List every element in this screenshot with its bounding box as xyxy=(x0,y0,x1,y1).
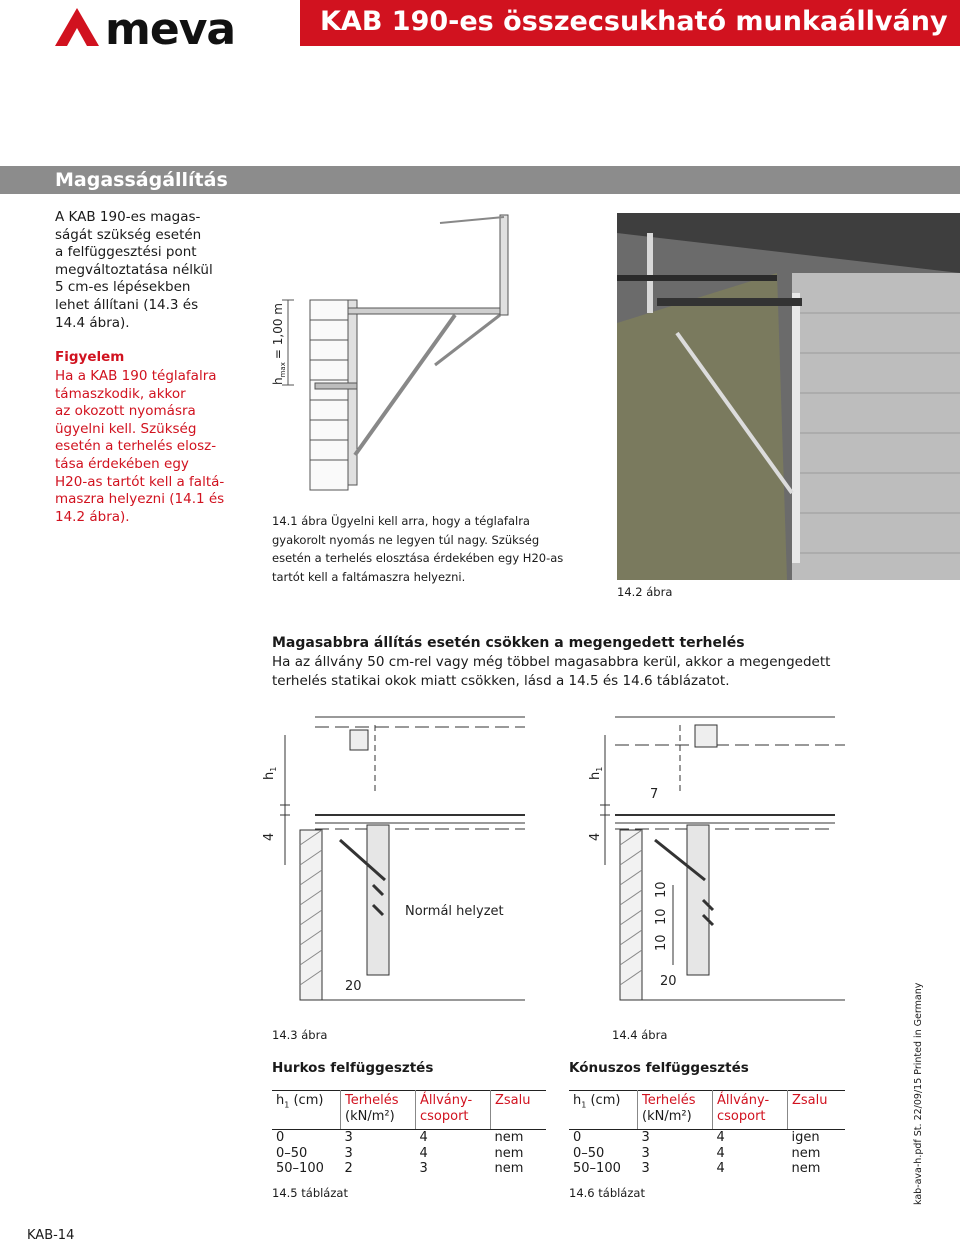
intro-line: 5 cm-es lépésekben xyxy=(55,279,191,296)
meva-logo xyxy=(55,6,270,48)
dim-4-right: 4 xyxy=(588,832,603,841)
logo-wordmark: meva xyxy=(105,6,236,48)
table-row: 0–50 3 4 nem xyxy=(276,1145,524,1161)
warning-line: ügyelni kell. Szükség xyxy=(55,420,197,437)
intro-line: a felfüggesztési pont xyxy=(55,244,197,261)
dim-4-left: 4 xyxy=(262,832,277,841)
normal-position-label: Normál helyzet xyxy=(405,904,504,919)
intro-line: megváltoztatása nélkül xyxy=(55,261,213,278)
header-h1: $h_1$ (cm) xyxy=(569,1091,638,1130)
figure-14-3-14-4-drawings xyxy=(255,705,855,1023)
page-title: KAB 190-es összecsukható munkaállvány xyxy=(320,6,948,37)
dim-20-left: 20 xyxy=(345,979,362,994)
intro-line: A KAB 190-es magas- xyxy=(55,209,201,225)
figure-14-2-photo xyxy=(617,213,960,580)
raise-line: terhelés statikai okok miatt csökken, lásd a 14.5 és 14.6 táblázatot. xyxy=(272,672,730,689)
section-title: Magasságállítás xyxy=(55,169,228,191)
warning-line: maszra helyezni (14.1 és xyxy=(55,491,225,508)
figure-14-2-caption: 14.2 ábra xyxy=(617,585,673,599)
intro-line: lehet állítani (14.3 és xyxy=(55,296,199,313)
table-14-5-title: Hurkos felfüggesztés xyxy=(272,1060,434,1076)
table-header-row xyxy=(569,1091,845,1130)
header-group: Állvány- csoport xyxy=(713,1091,788,1130)
warning-line: 14.2 ábra). xyxy=(55,508,130,525)
header-load: Terhelés (kN/m²) xyxy=(638,1091,713,1130)
caption-line: esetén a terhelés elosztása érdekében egy H20-as xyxy=(272,551,564,565)
table-row: 0 3 4 nem xyxy=(276,1130,524,1145)
dim-20-right: 20 xyxy=(660,974,677,989)
caption-line: 14.1 ábra Ügyelni kell arra, hogy a téglafalra xyxy=(272,514,530,528)
page-number: KAB-14 xyxy=(27,1228,75,1243)
table-14-6 xyxy=(569,1090,845,1177)
warning-line: az okozott nyomásra xyxy=(55,403,196,420)
warning-text xyxy=(55,368,235,526)
caption-line: gyakorolt nyomás ne legyen túl nagy. Szükség xyxy=(272,532,540,547)
table-14-5 xyxy=(272,1090,546,1177)
header-h1: $h_1$ (cm) xyxy=(272,1091,341,1130)
figure-14-1-drawing xyxy=(260,205,580,505)
figure-14-1-caption xyxy=(272,512,592,586)
raise-line: Ha az állvány 50 cm-rel vagy még többel magasabbra kerül, akkor a megengedett xyxy=(272,654,831,670)
warning-line: H20-as tartót kell a faltá- xyxy=(55,473,225,490)
print-info: kab-ava-h.pdf St. 22/09/15 Printed in Germany xyxy=(913,982,924,1205)
h1-label-left: $h_1$ xyxy=(262,766,278,780)
table-14-5-caption: 14.5 táblázat xyxy=(272,1186,348,1200)
warning-line: támaszkodik, akkor xyxy=(55,385,186,402)
table-header-row xyxy=(272,1091,546,1130)
header-load: Terhelés (kN/m²) xyxy=(341,1091,416,1130)
warning-line: tása érdekében egy xyxy=(55,455,189,472)
table-row: 50–100 3 4 nem xyxy=(573,1161,821,1176)
warning-heading: Figyelem xyxy=(55,349,125,365)
hmax-label: $h_{max}= 1,00$ m xyxy=(271,303,287,385)
table-14-6-caption: 14.6 táblázat xyxy=(569,1186,645,1200)
dim-10-c: 10 xyxy=(654,881,669,898)
dim-10-a: 10 xyxy=(654,934,669,951)
intro-line: 14.4 ábra). xyxy=(55,314,130,331)
warning-line: Ha a KAB 190 téglafalra xyxy=(55,368,217,384)
caption-line: tartót kell a faltámaszra helyezni. xyxy=(272,569,466,584)
table-row: 0 3 4 igen xyxy=(573,1130,820,1145)
header-form: Zsalu xyxy=(788,1091,846,1130)
figure-14-4-caption: 14.4 ábra xyxy=(612,1028,668,1042)
table-row: 50–100 2 3 nem xyxy=(276,1161,524,1176)
h1-label-right: $h_1$ xyxy=(588,766,604,780)
table-14-6-title: Kónuszos felfüggesztés xyxy=(569,1060,749,1076)
figure-14-3-caption: 14.3 ábra xyxy=(272,1028,328,1042)
table-row: 0–50 3 4 nem xyxy=(573,1145,821,1161)
header-form: Zsalu xyxy=(491,1091,547,1130)
warning-line: esetén a terhelés elosz- xyxy=(55,438,217,455)
header-group: Állvány- csoport xyxy=(416,1091,491,1130)
raise-text xyxy=(272,653,830,690)
intro-line: ságát szükség esetén xyxy=(55,226,202,243)
dim-7-right: 7 xyxy=(650,787,659,802)
raise-heading: Magasabbra állítás esetén csökken a megengedett terhelés xyxy=(272,635,745,651)
intro-text xyxy=(55,209,235,332)
dim-10-b: 10 xyxy=(654,908,669,925)
